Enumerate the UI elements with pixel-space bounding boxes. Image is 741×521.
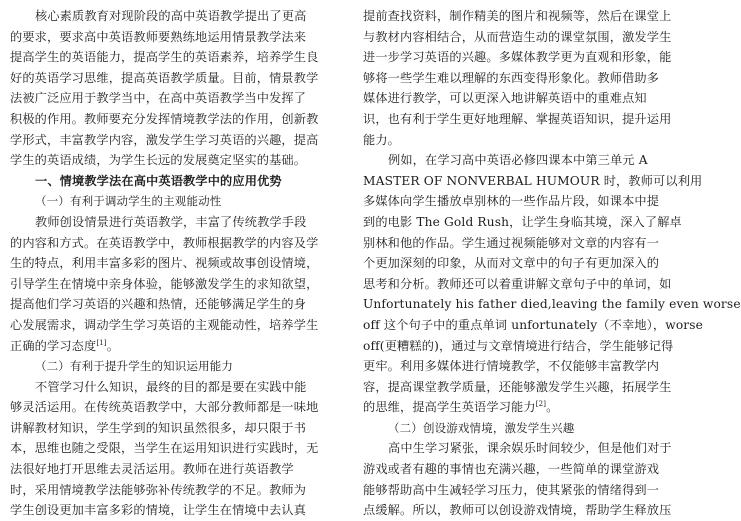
line-text: 的思维，提高学生英语学习能力 (363, 400, 536, 415)
line-text: 进一步学习英语的兴趣。多媒体教学更为直观和形象，能 (363, 50, 672, 65)
text-line (10, 459, 336, 480)
line-text: MASTER OF NONVERBAL HUMOUR 时，教师可以利用 (363, 173, 703, 188)
text-line (363, 6, 689, 27)
line-text: 教师创设情景进行英语教学，丰富了传统教学手段 (35, 214, 307, 229)
text-line (363, 88, 689, 109)
text-line (363, 171, 703, 192)
line-text: 思考和分析。教师还可以着重讲解文章句子中的单词，如 (363, 276, 672, 291)
text-line (10, 377, 336, 398)
line-text: （二）创设游戏情境，激发学生兴趣 (388, 420, 575, 435)
line-text: 例如，在学习高中英语必修四课本中第三单元 A (388, 153, 648, 168)
text-line (10, 47, 336, 68)
line-text: 引导学生在情境中亲身体验，能够激发学生的求知欲望， (10, 276, 319, 291)
line-text: 法很好地打开思维去灵活运用。教师在进行英语教学 (10, 462, 294, 477)
text-line (363, 397, 689, 418)
line-text: 够灵活运用。在传统英语教学中，大部分教师都是一味地 (10, 400, 319, 415)
line-text: 生的特点，利用丰富多彩的图片、视频或故事创设情境， (10, 256, 319, 271)
text-line (10, 6, 336, 27)
text-line (363, 233, 689, 254)
line-text: 更牢。利用多媒体进行情境教学，不仅能够丰富教学内 (363, 359, 660, 374)
text-line (10, 336, 336, 357)
line-text: 一、情境教学法在高中英语教学中的应用优势 (35, 173, 282, 188)
line-text: 不管学习什么知识，最终的目的都是要在实践中能 (35, 379, 307, 394)
text-line (10, 274, 336, 295)
subsection-heading (10, 191, 336, 212)
line-text: 媒体进行教学，可以更深入地讲解英语中的重难点知 (363, 91, 647, 106)
line-text: 学形式，丰富教学内容，激发学生学习英语的兴趣，提高 (10, 132, 319, 147)
line-text: off(更糟糕的)，通过与文章情境进行结合，学生能够记得 (363, 338, 674, 353)
line-text: 好的英语学习思维，提高英语教学质量。目前，情景教学 (10, 70, 319, 85)
text-line (363, 459, 689, 480)
text-line (10, 109, 336, 130)
text-line (10, 150, 336, 171)
text-line (363, 315, 704, 336)
text-line (10, 500, 336, 521)
line-text: 本，思维也随之受限，当学生在运用知识进行实践时，无 (10, 441, 319, 456)
text-line (10, 130, 336, 151)
section-heading (10, 171, 336, 192)
text-line (363, 438, 689, 459)
text-line (10, 418, 336, 439)
text-line (363, 47, 689, 68)
right-column (363, 6, 741, 521)
line-text: 讲解教材知识，学生学到的知识虽然很多，却只限于书 (10, 420, 307, 435)
subsection-heading (10, 356, 336, 377)
subsection-heading (363, 418, 689, 439)
left-column (10, 6, 336, 521)
line-text: 点缓解。所以，教师可以创设游戏情境，帮助学生释放压 (363, 503, 672, 518)
text-line (363, 480, 689, 501)
line-text-tail: 。 (106, 338, 120, 353)
line-text: 能够帮助高中生减轻学习压力，使其紧张的情绪得到一 (363, 482, 660, 497)
line-text: 高中生学习紧张，课余娱乐时间较少，但是他们对于 (388, 441, 672, 456)
text-line (10, 212, 336, 233)
citation-marker: [2] (535, 400, 547, 409)
line-text: 与教材内容相结合，从而营造生动的课堂氛围，激发学生 (363, 29, 672, 44)
text-line (363, 377, 689, 398)
line-text: 别林和他的作品。学生通过视频能够对文章的内容有一 (363, 235, 660, 250)
text-line (10, 68, 336, 89)
text-line (10, 233, 336, 254)
text-line (10, 253, 336, 274)
line-text: 正确的学习态度 (10, 338, 97, 353)
text-line (363, 191, 689, 212)
text-line (363, 274, 689, 295)
line-text: 学生创设更加丰富多彩的情境，让学生在情境中去认真 (10, 503, 307, 518)
line-text: 心发展需求，调动学生学习英语的主观能动性，培养学生 (10, 317, 319, 332)
text-line (363, 130, 689, 151)
text-line (363, 356, 689, 377)
line-text: 容，提高课堂教学质量，还能够激发学生兴趣，拓展学生 (363, 379, 672, 394)
line-text: （二）有利于提升学生的知识运用能力 (35, 359, 234, 374)
line-text: （一）有利于调动学生的主观能动性 (35, 194, 222, 209)
text-line (363, 253, 689, 274)
line-text: 积极的作用。教师要充分发挥情境教学法的作用，创新教 (10, 111, 319, 126)
text-line (363, 150, 689, 171)
text-line (363, 500, 689, 521)
text-line (10, 88, 336, 109)
text-line (363, 109, 689, 130)
text-line (363, 294, 741, 315)
text-line (10, 27, 336, 48)
line-text: off 这个句子中的重点单词 unfortunately（不幸地），worse (363, 317, 704, 332)
line-text: 个更加深刻的印象，从而对文章中的句子有更加深入的 (363, 256, 660, 271)
line-text: 核心素质教育对现阶段的高中英语教学提出了更高 (35, 9, 307, 23)
line-text: 识，也有利于学生更好地理解、掌握英语知识，提升运用 (363, 111, 672, 126)
line-text: 能力。 (363, 132, 401, 147)
text-line (10, 480, 336, 501)
line-text: 的内容和方式。在英语教学中，教师根据教学的内容及学 (10, 235, 319, 250)
line-text: 时，采用情境教学法能够弥补传统教学的不足。教师为 (10, 482, 307, 497)
line-text: 提高学生的英语能力，提高学生的英语素养，培养学生良 (10, 50, 319, 65)
line-text-tail: 。 (546, 400, 559, 415)
text-line (10, 294, 336, 315)
text-line (363, 68, 689, 89)
text-line (363, 27, 689, 48)
line-text: 提前查找资料，制作精美的图片和视频等，然后在课堂上 (363, 9, 672, 23)
line-text: 游戏或者有趣的事情也充满兴趣，一些简单的课堂游戏 (363, 462, 660, 477)
line-text: 的要求，要求高中英语教师要熟练地运用情景教学法来 (10, 29, 307, 44)
line-text: 法被广泛应用于教学当中，在高中英语教学当中发挥了 (10, 91, 307, 106)
text-line (363, 336, 689, 357)
line-text: 学生的英语成绩，为学生长远的发展奠定坚实的基础。 (10, 153, 307, 168)
citation-marker: [1] (96, 338, 107, 347)
text-line (10, 438, 336, 459)
text-line (363, 212, 689, 233)
line-text: 多媒体向学生播放卓别林的一些作品片段，如课本中提 (363, 194, 660, 209)
line-text: Unfortunately his father died,leaving the family even worse (363, 297, 741, 312)
line-text: 到的电影 The Gold Rush，让学生身临其境，深入了解卓 (363, 214, 682, 229)
text-line (10, 315, 336, 336)
line-text: 够将一些学生难以理解的东西变得形象化。教师借助多 (363, 70, 660, 85)
text-line (10, 397, 336, 418)
line-text: 提高他们学习英语的兴趣和热情，还能够满足学生的身 (10, 297, 307, 312)
